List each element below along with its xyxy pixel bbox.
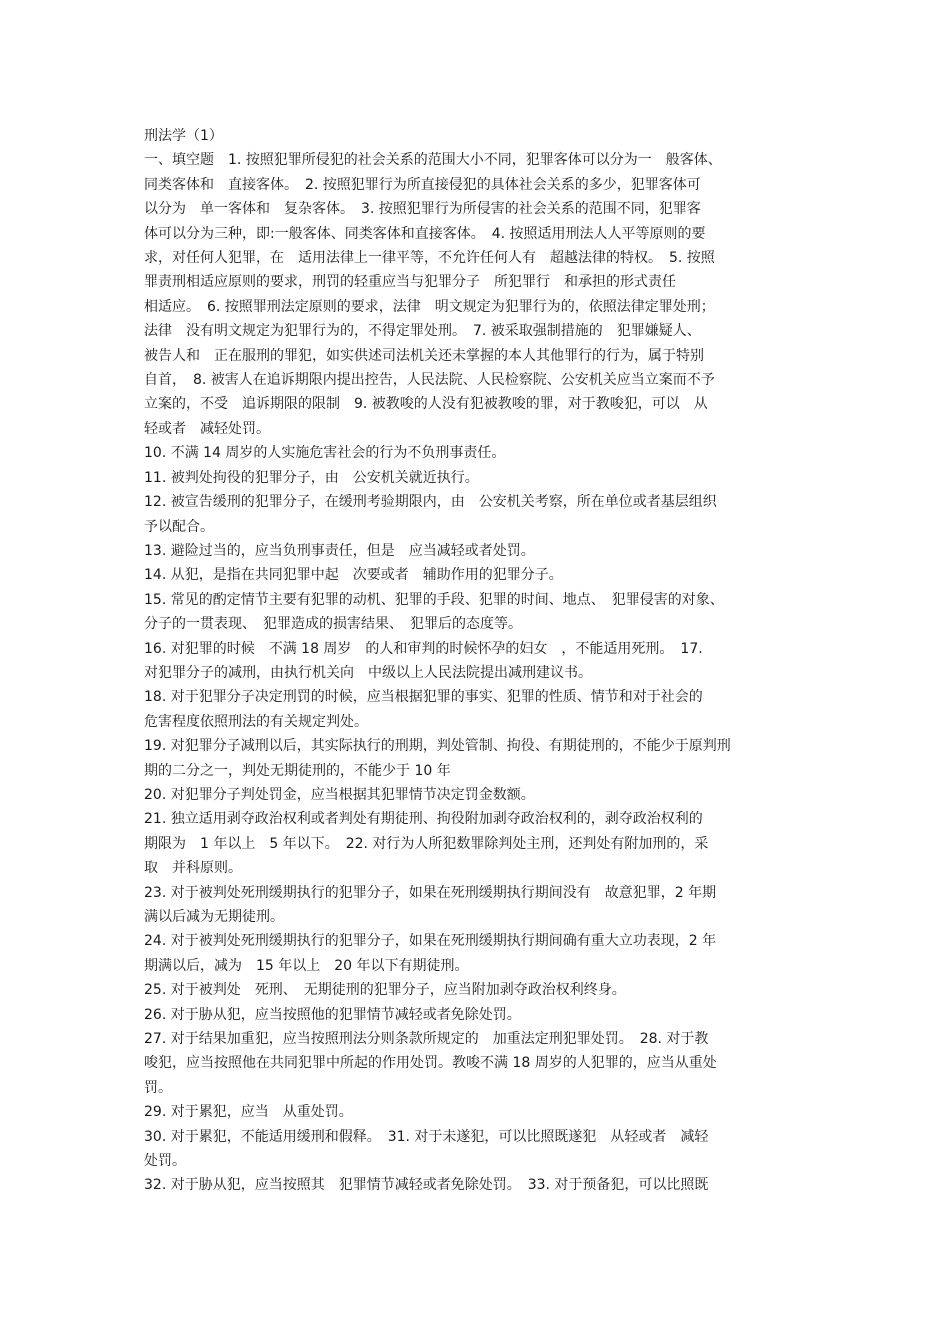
text-line: 29. 对于累犯，应当 从重处罚。 (144, 1104, 353, 1121)
text-line: 16. 对犯罪的时候 不满 18 周岁 的人和审判的时候怀孕的妇女 ，不能适用死刑。 17. (144, 640, 703, 657)
text-line: 27. 对于结果加重犯，应当按照刑法分则条款所规定的 加重法定刑犯罪处罚。 28. 对于教 (144, 1031, 709, 1048)
text-line: 26. 对于胁从犯，应当按照他的犯罪情节减轻或者免除处罚。 (144, 1006, 521, 1023)
document-title: 刑法学（1） (144, 128, 223, 144)
text-line: 以分为 单一客体和 复杂客体。 3. 按照犯罪行为所侵害的社会关系的范围不同，犯罪客 (144, 201, 701, 218)
text-line: 予以配合。 (144, 518, 214, 535)
text-line: 32. 对于胁从犯，应当按照其 犯罪情节减轻或者免除处罚。 33. 对于预备犯，可以比照既 (144, 1177, 709, 1194)
text-line: 法律 没有明文规定为犯罪行为的，不得定罪处刑。 7. 被采取强制措施的 犯罪嫌疑人、 (144, 323, 701, 340)
text-line: 14. 从犯，是指在共同犯罪中起 次要或者 辅助作用的犯罪分子。 (144, 567, 563, 584)
text-line: 体可以分为三种，即:一般客体、同类客体和直接客体。 4. 按照适用刑法人人平等原则的要 (144, 225, 706, 242)
text-line: 立案的，不受 追诉期限的限制 9. 被教唆的人没有犯被教唆的罪，对于教唆犯，可以 从 (144, 396, 708, 413)
text-line: 19. 对犯罪分子减刑以后，其实际执行的刑期，判处管制、拘役、有期徒刑的，不能少于原判刑 (144, 738, 731, 755)
text-line: 被告人和 正在服刑的罪犯，如实供述司法机关还未掌握的本人其他罪行的行为，属于特别 (144, 347, 704, 364)
text-line: 20. 对犯罪分子判处罚金，应当根据其犯罪情节决定罚金数额。 (144, 786, 535, 803)
text-line: 18. 对于犯罪分子决定刑罚的时候，应当根据犯罪的事实、犯罪的性质、情节和对于社会的 (144, 689, 703, 706)
text-line: 求，对任何人犯罪，在 适用法律上一律平等，不允许任何人有 超越法律的特权。 5. 按照 (144, 250, 715, 267)
text-line: 对犯罪分子的减刑，由执行机关向 中级以上人民法院提出减刑建议书。 (144, 664, 592, 681)
text-line: 24. 对于被判处死刑缓期执行的犯罪分子，如果在死刑缓期执行期间确有重大立功表现，2 年 (144, 933, 717, 950)
text-line: 唆犯，应当按照他在共同犯罪中所起的作用处罚。教唆不满 18 周岁的人犯罪的，应当从重处 (144, 1055, 717, 1072)
text-line: 处罚。 (144, 1153, 186, 1170)
text-line: 危害程度依照刑法的有关规定判处。 (144, 713, 368, 730)
text-line: 轻或者 减轻处罚。 (144, 420, 270, 437)
text-line: 25. 对于被判处 死刑、 无期徒刑的犯罪分子，应当附加剥夺政治权利终身。 (144, 982, 626, 999)
text-line: 23. 对于被判处死刑缓期执行的犯罪分子，如果在死刑缓期执行期间没有 故意犯罪，2 年期 (144, 884, 717, 901)
text-line: 分子的一贯表现、 犯罪造成的损害结果、 犯罪后的态度等。 (144, 616, 522, 633)
text-line: 一、填空题 1. 按照犯罪所侵犯的社会关系的范围大小不同，犯罪客体可以分为一 般客体、 (144, 152, 722, 169)
text-line: 30. 对于累犯，不能适用缓刑和假释。 31. 对于未遂犯，可以比照既遂犯 从轻或者 减轻 (144, 1128, 709, 1145)
text-line: 相适应。 6. 按照罪刑法定原则的要求，法律 明文规定为犯罪行为的，依照法律定罪处刑； (144, 298, 715, 315)
text-line: 同类客体和 直接客体。 2. 按照犯罪行为所直接侵犯的具体社会关系的多少，犯罪客体可 (144, 176, 701, 193)
text-line: 罚。 (144, 1079, 172, 1096)
text-line: 满以后减为无期徒刑。 (144, 909, 284, 925)
text-line: 取 并科原则。 (144, 860, 242, 877)
text-line: 10. 不满 14 周岁的人实施危害社会的行为不负刑事责任。 (144, 445, 506, 462)
text-line: 11. 被判处拘役的犯罪分子，由 公安机关就近执行。 (144, 469, 479, 486)
text-line: 21. 独立适用剥夺政治权利或者判处有期徒刑、拘役附加剥夺政治权利的，剥夺政治权利的 (144, 811, 703, 828)
text-line: 自首， 8. 被害人在追诉期限内提出控告，人民法院、人民检察院、公安机关应当立案而不予 (144, 372, 715, 389)
text-line: 15. 常见的酌定情节主要有犯罪的动机、犯罪的手段、犯罪的时间、地点、 犯罪侵害的对象、 (144, 591, 724, 608)
text-line: 罪责刑相适应原则的要求，刑罚的轻重应当与犯罪分子 所犯罪行 和承担的形式责任 (144, 274, 676, 291)
text-line: 期满以后，减为 15 年以上 20 年以下有期徒刑。 (144, 957, 469, 974)
document-body (144, 124, 812, 1198)
text-line: 12. 被宣告缓刑的犯罪分子，在缓刑考验期限内，由 公安机关考察，所在单位或者基层组织 (144, 494, 717, 511)
text-line: 期的二分之一，判处无期徒刑的，不能少于 10 年 (144, 762, 451, 779)
text-line: 13. 避险过当的，应当负刑事责任，但是 应当减轻或者处罚。 (144, 542, 535, 559)
text-line: 期限为 1 年以上 5 年以下。 22. 对行为人所犯数罪除判处主刑，还判处有附加刑的，采 (144, 835, 709, 852)
